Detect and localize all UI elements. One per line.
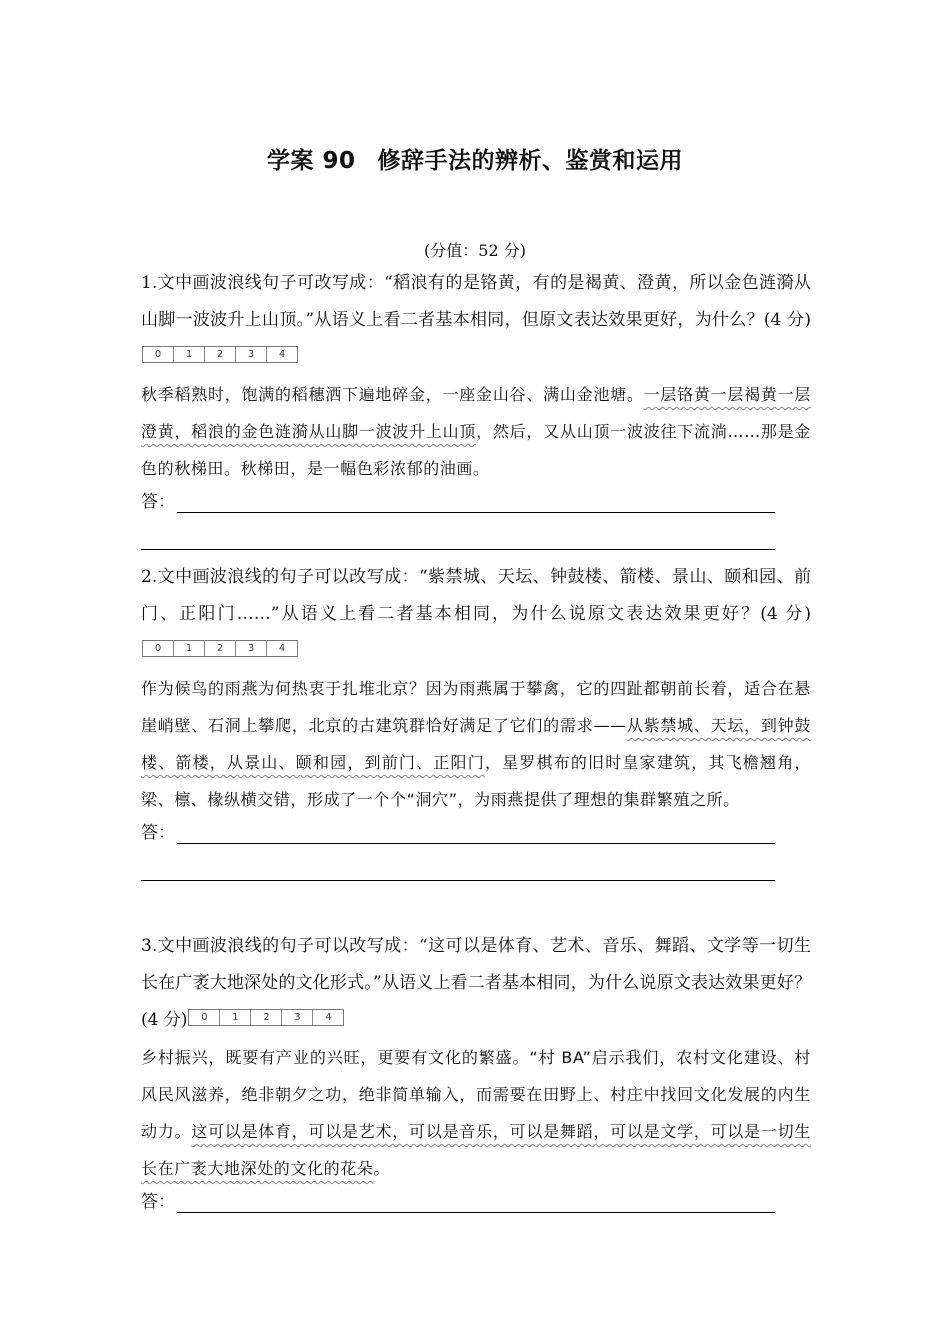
score-cell: 1 [173,347,204,362]
score-cell: 3 [281,1010,312,1025]
title-text: 修辞手法的辨析、鉴赏和运用 [377,148,683,174]
wavy-underlined-sentence: 一层铬黄一层褐黄一层澄黄，稻浪的金色涟漪从山脚一波波升上山顶 [141,385,811,441]
answer-line[interactable] [177,843,775,844]
score-cell: 1 [173,641,204,656]
score-cell: 4 [266,347,297,362]
question-1 [141,265,811,561]
score-cell: 4 [266,641,297,656]
passage-text: 乡村振兴，既要有产业的兴旺，更要有文化的繁盛。“村 BA”启示我们，农村文化建设、村风民风滋养，绝非朝夕之功，绝非简单输入，而需要在田野上、村庄中找回文化发展的内生动力。 [141,1048,811,1141]
reading-passage [141,670,811,818]
reading-passage [141,1039,811,1187]
answer-line[interactable] [177,512,775,513]
score-cell: 3 [235,347,266,362]
passage-text: 。 [373,1159,391,1178]
score-cell: 0 [201,1012,208,1023]
question-prompt [141,928,811,1039]
page-title [0,142,950,175]
wavy-underlined-sentence: 从紫禁城、天坛，到钟鼓楼、箭楼，从景山、颐和园，到前门、正阳门 [141,716,811,772]
score-cell: 0 [154,349,162,360]
answer-area[interactable] [141,818,811,855]
score-box [142,640,298,657]
points-label: (4 分) [141,1010,188,1030]
total-score: (分值：52 分) [424,241,526,260]
answer-line[interactable] [141,549,775,550]
answer-label: 答： [141,1192,175,1212]
answer-line[interactable] [141,880,775,881]
title-number: 学案 90 [266,148,356,174]
score-cell: 0 [154,643,162,654]
score-cell: 3 [235,641,266,656]
score-box [142,346,298,363]
passage-text: 作为候鸟的雨燕为何热衷于扎堆北京？因为雨燕属于攀禽，它的四趾都朝前长着，适合在悬崖峭壁、石洞上攀爬，北京的古建筑群恰好满足了它们的需求—— [141,679,811,735]
question-2 [141,559,811,892]
answer-line[interactable] [177,1212,775,1213]
prompt-text: 1.文中画波浪线句子可改写成：“稻浪有的是铬黄，有的是褐黄、澄黄，所以金色涟漪从山脚一波波升上山顶。”从语义上看二者基本相同，但原文表达效果更好，为什么？ [141,273,811,330]
score-box [188,1009,344,1026]
question-prompt [141,265,811,376]
answer-label: 答： [141,492,175,512]
passage-text: 秋季稻熟时，饱满的稻穗洒下遍地碎金，一座金山谷、满山金池塘。 [141,385,644,404]
passage-text: ，星罗棋布的旧时皇家建筑，其飞檐翘角，梁、檩、椽纵横交错，形成了一个个“洞穴”，为雨燕提供了理想的集群繁殖之所。 [141,753,811,809]
question-prompt [141,559,811,670]
answer-label: 答： [141,823,175,843]
prompt-text: 2.文中画波浪线的句子可以改写成：“紫禁城、天坛、钟鼓楼、箭楼、景山、颐和园、前门、正阳门……”从语义上看二者基本相同，为什么说原文表达效果更好？ [141,567,811,624]
score-cell: 2 [204,347,235,362]
question-3 [141,928,811,1224]
passage-text: ，然后，又从山顶一波波往下流淌……那是金色的秋梯田。秋梯田，是一幅色彩浓郁的油画。 [141,422,811,478]
answer-area[interactable] [141,1187,811,1224]
answer-area-continued[interactable] [141,524,811,561]
score-cell: 1 [219,1010,250,1025]
wavy-underlined-sentence: 这可以是体育，可以是艺术，可以是音乐，可以是舞蹈，可以是文学，可以是一切生长在广袤大地深处的文化的花朵 [141,1122,811,1178]
reading-passage [141,376,811,487]
points-label: (4 分) [763,310,811,330]
score-cell: 4 [312,1010,343,1025]
score-cell: 2 [204,641,235,656]
answer-area[interactable] [141,487,811,524]
answer-area-continued[interactable] [141,855,811,892]
points-label: (4 分) [760,604,811,624]
prompt-text: 3.文中画波浪线的句子可以改写成：“这可以是体育、艺术、音乐、舞蹈、文学等一切生长在广袤大地深处的文化形式。”从语义上看二者基本相同，为什么说原文表达效果更好？ [141,936,811,993]
score-cell: 2 [250,1010,281,1025]
